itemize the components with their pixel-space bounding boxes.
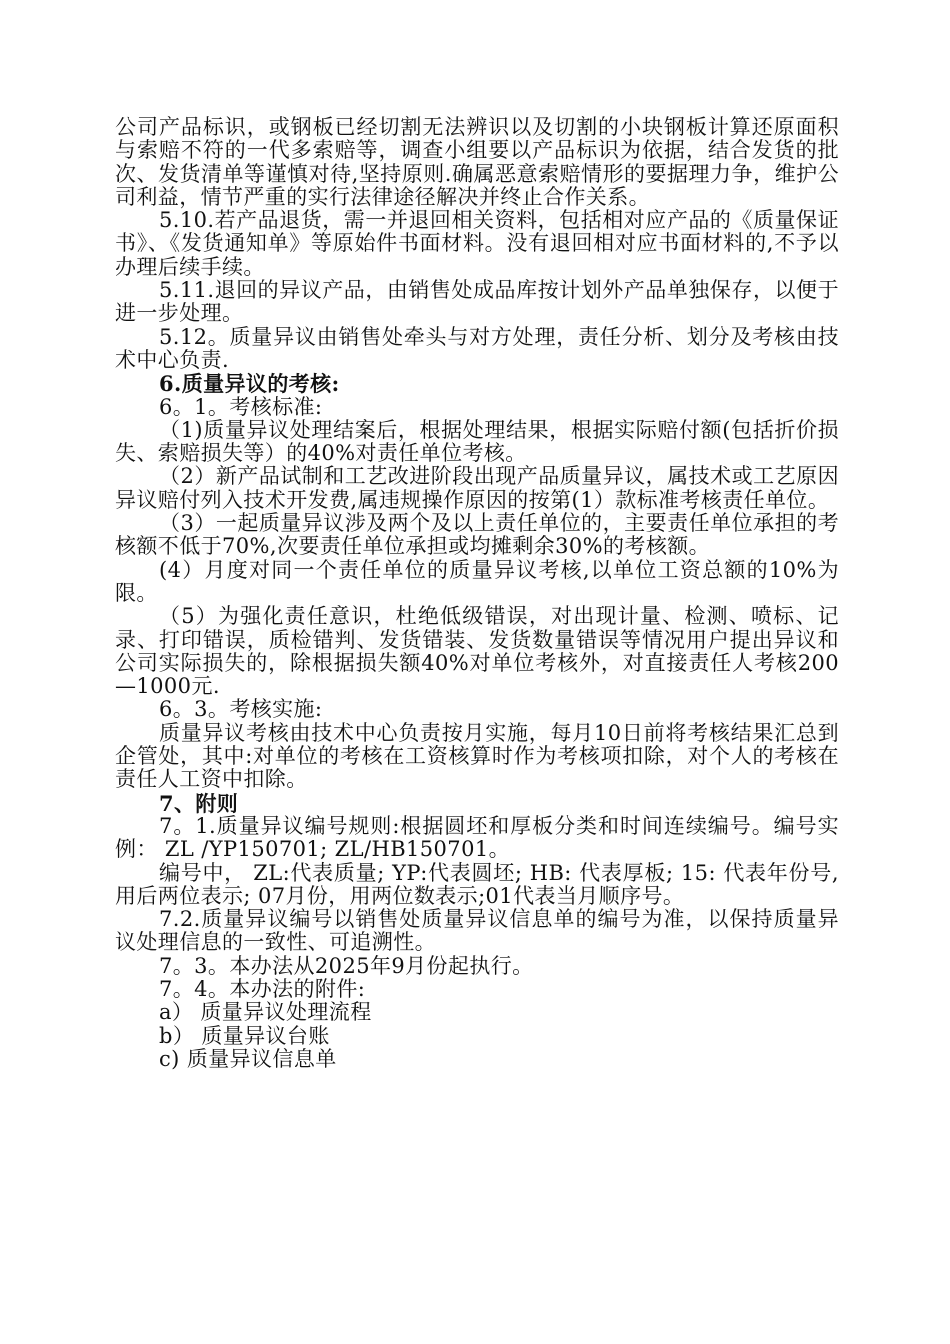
clause-4: (4）月度对同一个责任单位的质量异议考核,以单位工资总额的10%为限。 — [115, 557, 839, 605]
paragraph-7-1: 7。1.质量异议编号规则:根据圆坯和厚板分类和时间连续编号。编号实例： ZL /YP150701; ZL/HB150701。 — [115, 813, 839, 862]
section-heading-6: 6.质量异议的考核: — [159, 371, 340, 397]
attachment-a: a） 质量异议处理流程 — [159, 1000, 372, 1025]
paragraph-5-11: 5.11.退回的异议产品，由销售处成品库按计划外产品单独保存，以便于进一步处理。 — [115, 278, 839, 326]
clause-1: （1)质量异议处理结案后，根据处理结果，根据实际赔付额(包括折价损失、索赔损失等）的40%对责任单位考核。 — [115, 417, 839, 466]
subheading-6-3: 6。3。考核实施: — [159, 697, 323, 722]
section-heading-7: 7、附则 — [159, 790, 239, 816]
paragraph-5-12: 5.12。质量异议由销售处牵头与对方处理，责任分析、划分及考核由技术中心负责. — [115, 324, 839, 372]
attachment-b: b） 质量异议台账 — [159, 1023, 330, 1048]
paragraph-7-4: 7。4。本办法的附件: — [159, 976, 366, 1001]
document-page — [115, 116, 839, 1071]
paragraph-7-2: 7.2.质量异议编号以销售处质量异议信息单的编号为准，以保持质量异议处理信息的一致性、可追溯性。 — [115, 907, 839, 955]
paragraph-assessment: 质量异议考核由技术中心负责按月实施，每月10日前将考核结果汇总到企管处，其中:对单位的考核在工资核算时作为考核项扣除，对个人的考核在责任人工资中扣除。 — [115, 720, 839, 792]
paragraph-numbering-explained: 编号中， ZL:代表质量; YP:代表圆坯; HB: 代表厚板; 15: 代表年份号,用后两位表示; 07月份，用两位数表示;01代表当月顺序号。 — [115, 860, 839, 908]
attachment-c: c) 质量异议信息单 — [159, 1046, 337, 1071]
paragraph-5-10: 5.10.若产品退货，需一并退回相关资料，包括相对应产品的《质量保证书》、《发货通知单》等原始件书面材料。没有退回相对应书面材料的,不予以办理后续手续。 — [115, 208, 839, 279]
clause-2: （2）新产品试制和工艺改进阶段出现产品质量异议，属技术或工艺原因异议赔付列入技术开发费,属违规操作原因的按第(1）款标准考核责任单位。 — [115, 464, 839, 512]
subheading-6-1: 6。1。考核标准: — [159, 394, 323, 419]
paragraph-continuation: 公司产品标识，或钢板已经切割无法辨识以及切割的小块钢板计算还原面积与索赔不符的一代多索赔等，调查小组要以产品标识为依据，结合发货的批次、发货清单等谨慎对待,坚持原则.确属恶意索赔情形的要据理力争，维护公司利益，情节严重的实行法律途径解决并终止合作关系。 — [115, 115, 839, 209]
paragraph-7-3: 7。3。本办法从2025年9月份起执行。 — [159, 953, 534, 978]
clause-3: （3）一起质量异议涉及两个及以上责任单位的，主要责任单位承担的考核额不低于70%,次要责任单位承担或均摊剩余30%的考核额。 — [115, 511, 839, 559]
clause-5: （5）为强化责任意识，杜绝低级错误，对出现计量、检测、喷标、记录、打印错误，质检错判、发货错装、发货数量错误等情况用户提出异议和公司实际损失的，除根据损失额40%对单位考核外，对直接责任人考核200—1000元. — [115, 604, 839, 699]
